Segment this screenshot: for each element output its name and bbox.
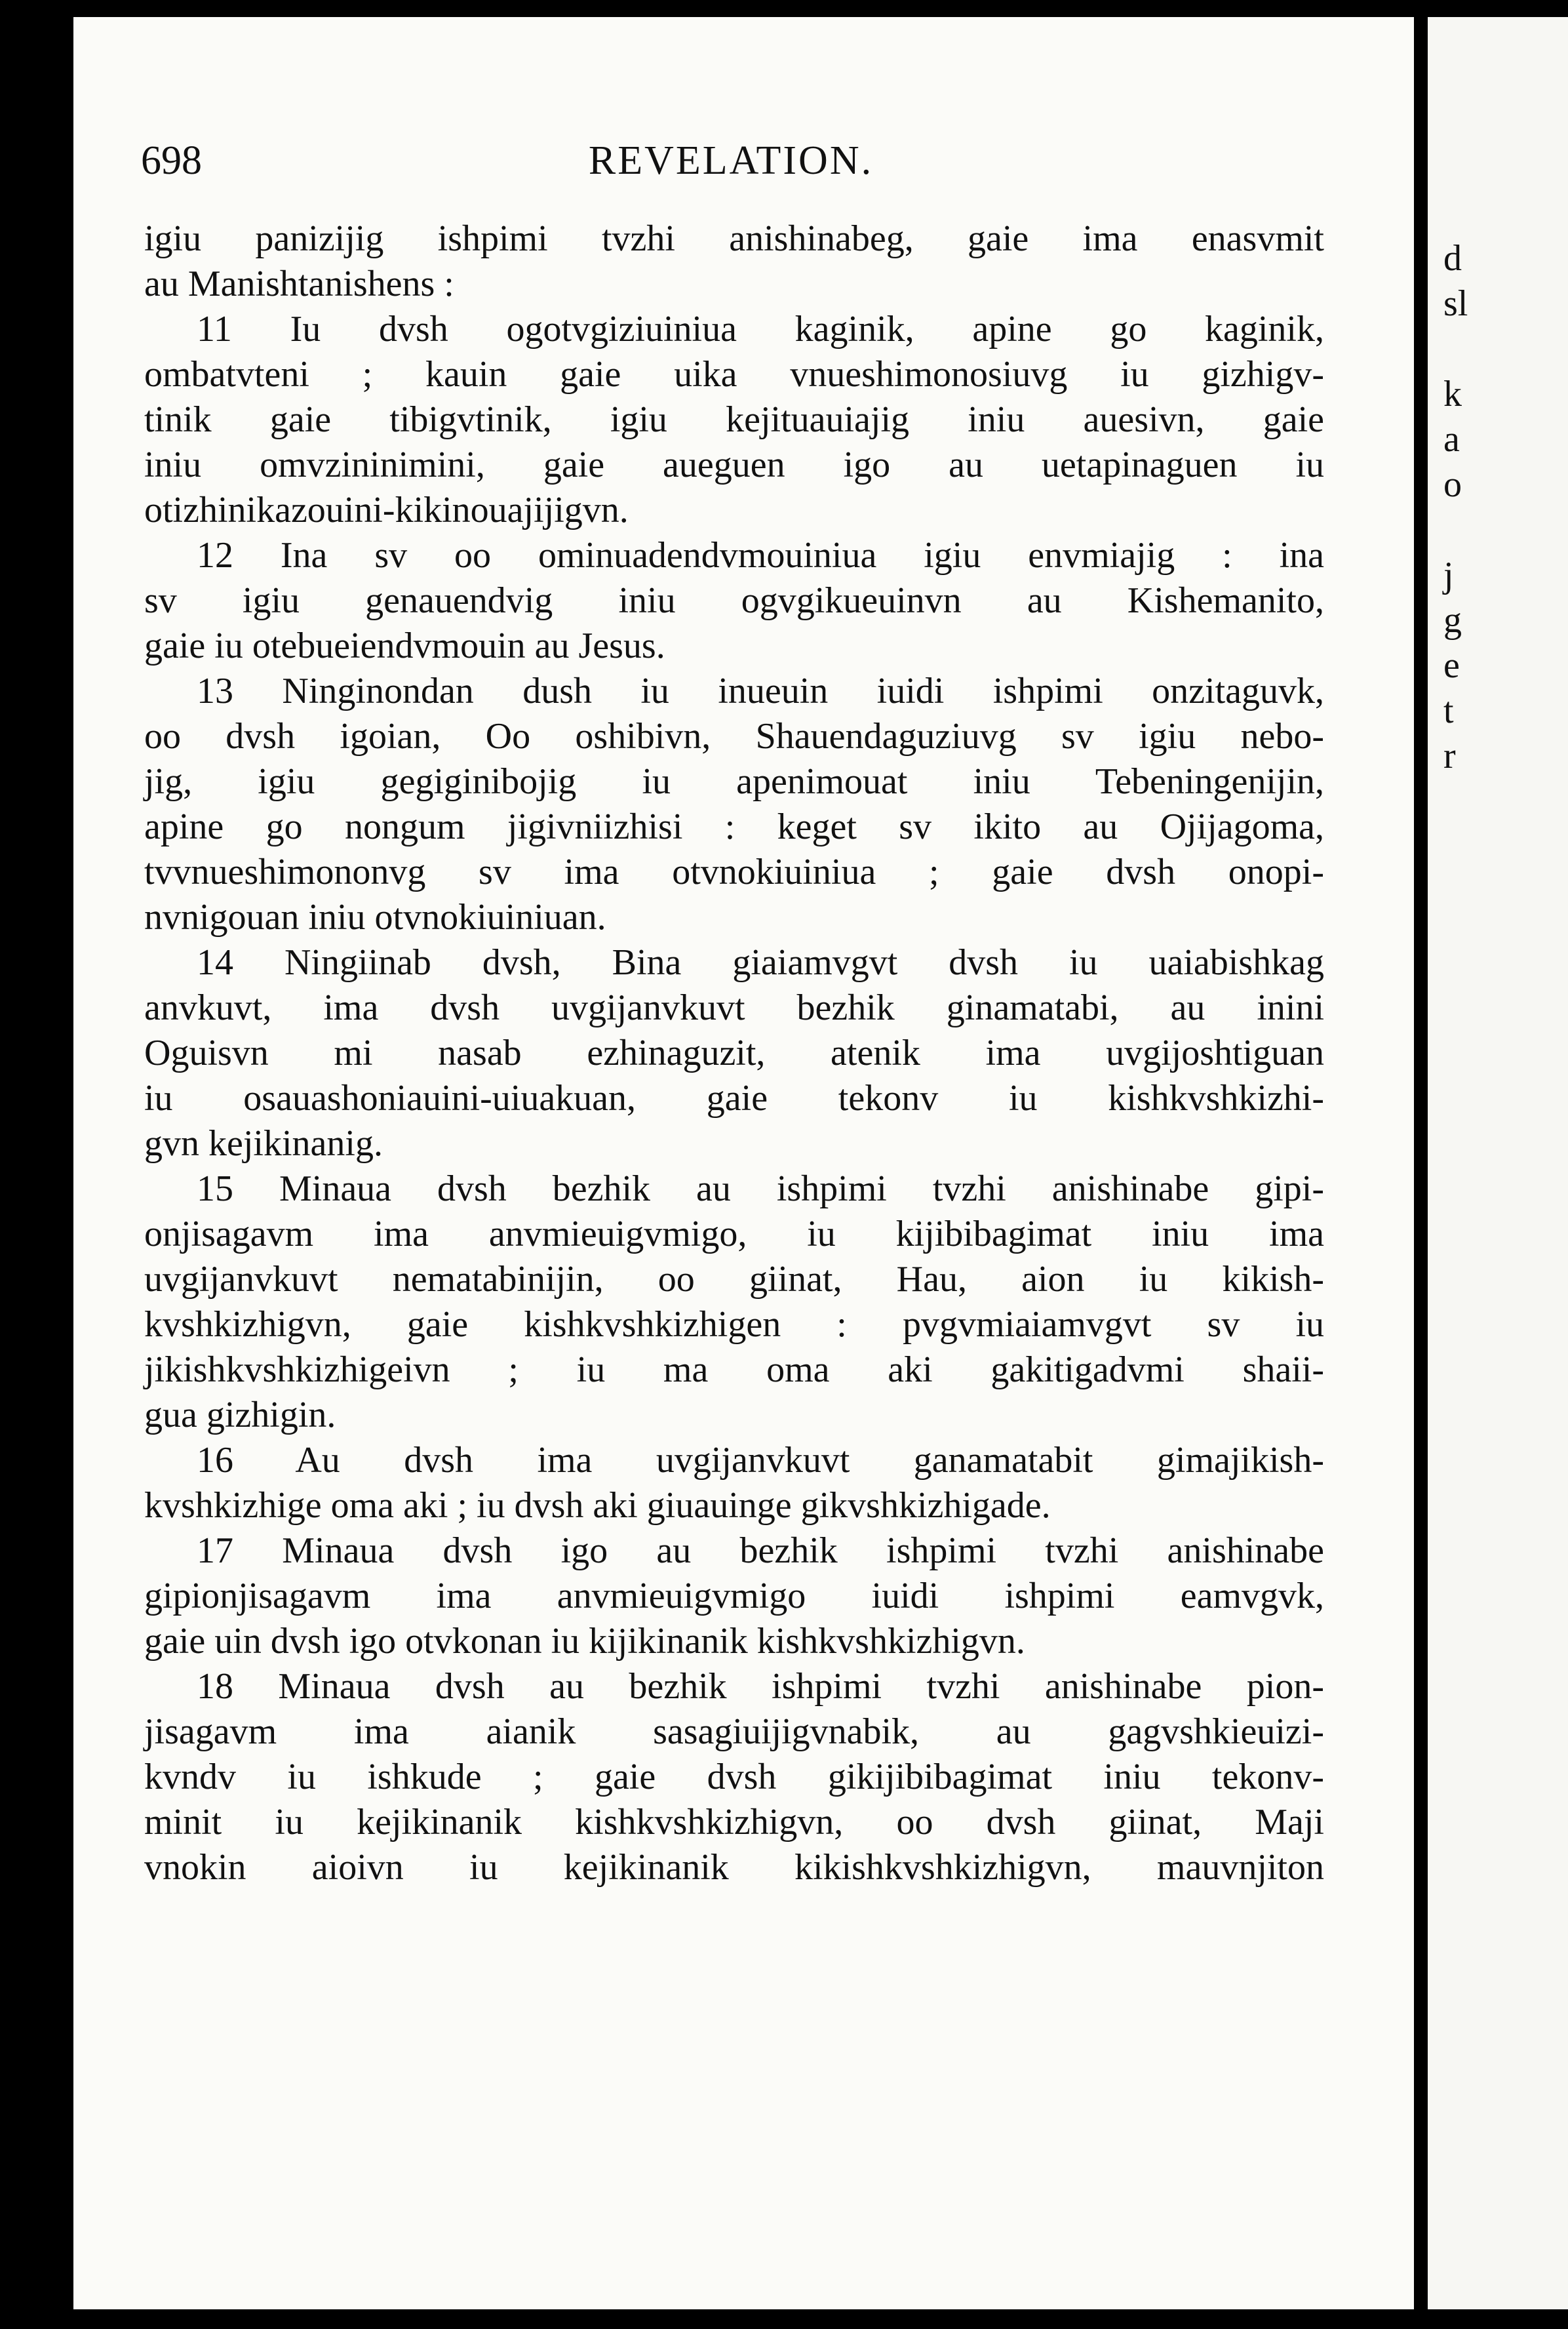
text-line: nvnigouan iniu otvnokiuiniuan.	[144, 897, 606, 938]
text-line: 13 Ninginondan dush iu inueuin iuidi ishpimi onzitaguvk,	[197, 671, 1324, 711]
text-line: onjisagavm ima anvmieuigvmigo, iu kijibibagimat iniu ima	[144, 1214, 1324, 1254]
facing-page-fragment: j	[1443, 555, 1454, 595]
text-line: ombatvteni ; kauin gaie uika vnueshimonosiuvg iu gizhigv-	[144, 354, 1324, 395]
text-line: vnokin aioivn iu kejikinanik kikishkvshkizhigvn, mauvnjiton	[144, 1847, 1324, 1888]
text-line: 14 Ningiinab dvsh, Bina giaiamvgvt dvsh iu uaiabishkag	[197, 942, 1324, 983]
facing-page-fragment: e	[1443, 645, 1460, 686]
facing-page-fragment	[1443, 508, 1522, 553]
facing-page-fragment: r	[1443, 736, 1456, 776]
text-line: jig, igiu gegiginibojig iu apenimouat iniu Tebeningenijin,	[144, 761, 1324, 802]
text-line: jikishkvshkizhigeivn ; iu ma oma aki gakitigadvmi shaii-	[144, 1349, 1324, 1390]
text-line: gvn kejikinanig.	[144, 1123, 383, 1164]
page-number: 698	[141, 138, 202, 183]
text-line: au Manishtanishens :	[144, 264, 454, 304]
text-line: 15 Minaua dvsh bezhik au ishpimi tvzhi anishinabe gipi-	[197, 1168, 1324, 1209]
text-line: iniu omvzininimini, gaie aueguen igo au uetapinaguen iu	[144, 445, 1324, 485]
text-line: kvshkizhige oma aki ; iu dvsh aki giuauinge gikvshkizhigade.	[144, 1485, 1051, 1526]
text-line: otizhinikazouini-kikinouajijigvn.	[144, 490, 629, 530]
text-column	[144, 216, 1324, 1890]
running-head	[141, 125, 1321, 197]
text-line: 11 Iu dvsh ogotvgiziuiniua kaginik, apine go kaginik,	[197, 309, 1324, 349]
text-line: 12 Ina sv oo ominuadendvmouiniua igiu envmiajig : ina	[197, 535, 1324, 576]
text-line: kvshkizhigvn, gaie kishkvshkizhigen : pvgvmiaiamvgvt sv iu	[144, 1304, 1324, 1345]
text-line: gaie iu otebueiendvmouin au Jesus.	[144, 626, 665, 666]
text-line: gaie uin dvsh igo otvkonan iu kijikinanik kishkvshkizhigvn.	[144, 1621, 1025, 1662]
text-line: 18 Minaua dvsh au bezhik ishpimi tvzhi anishinabe pion-	[197, 1666, 1324, 1707]
facing-page-fragment: d	[1443, 238, 1462, 279]
facing-page-fragment	[1443, 327, 1522, 372]
text-line: kvndv iu ishkude ; gaie dvsh gikijibibagimat iniu tekonv-	[144, 1757, 1324, 1797]
facing-page-text	[1443, 236, 1522, 779]
text-line: minit iu kejikinanik kishkvshkizhigvn, oo dvsh giinat, Maji	[144, 1802, 1324, 1842]
text-line: tvvnueshimononvg sv ima otvnokiuiniua ; gaie dvsh onopi-	[144, 852, 1324, 892]
text-line: tinik gaie tibigvtinik, igiu kejituauiajig iniu auesivn, gaie	[144, 399, 1324, 440]
text-line: Oguisvn mi nasab ezhinaguzit, atenik ima uvgijoshtiguan	[144, 1033, 1324, 1073]
facing-page-fragment: g	[1443, 600, 1462, 641]
text-line: apine go nongum jigivniizhisi : keget sv ikito au Ojijagoma,	[144, 806, 1324, 847]
text-line: gua gizhigin.	[144, 1395, 336, 1435]
facing-page-fragment: sl	[1443, 283, 1468, 324]
facing-page-fragment: a	[1443, 419, 1460, 460]
text-line: jisagavm ima aianik sasagiuijigvnabik, au gagvshkieuizi-	[144, 1711, 1324, 1752]
text-line: 16 Au dvsh ima uvgijanvkuvt ganamatabit gimajikish-	[197, 1440, 1324, 1481]
text-line: anvkuvt, ima dvsh uvgijanvkuvt bezhik ginamatabi, au inini	[144, 987, 1324, 1028]
text-line: sv igiu genauendvig iniu ogvgikueuinvn au Kishemanito,	[144, 580, 1324, 621]
text-line: gipionjisagavm ima anvmieuigvmigo iuidi ishpimi eamvgvk,	[144, 1576, 1324, 1616]
facing-page-fragment: o	[1443, 464, 1462, 505]
facing-page-fragment: t	[1443, 690, 1454, 731]
facing-page-fragment: k	[1443, 374, 1462, 414]
text-line: igiu panizijig ishpimi tvzhi anishinabeg, gaie ima enasvmit	[144, 218, 1324, 259]
text-line: uvgijanvkuvt nematabinijin, oo giinat, Hau, aion iu kikish-	[144, 1259, 1324, 1300]
text-line: 17 Minaua dvsh igo au bezhik ishpimi tvzhi anishinabe	[197, 1530, 1324, 1571]
text-line: oo dvsh igoian, Oo oshibivn, Shauendaguziuvg sv igiu nebo-	[144, 716, 1324, 757]
text-line: iu osauashoniauini-uiuakuan, gaie tekonv iu kishkvshkizhi-	[144, 1078, 1324, 1119]
page-title: REVELATION.	[588, 138, 874, 183]
